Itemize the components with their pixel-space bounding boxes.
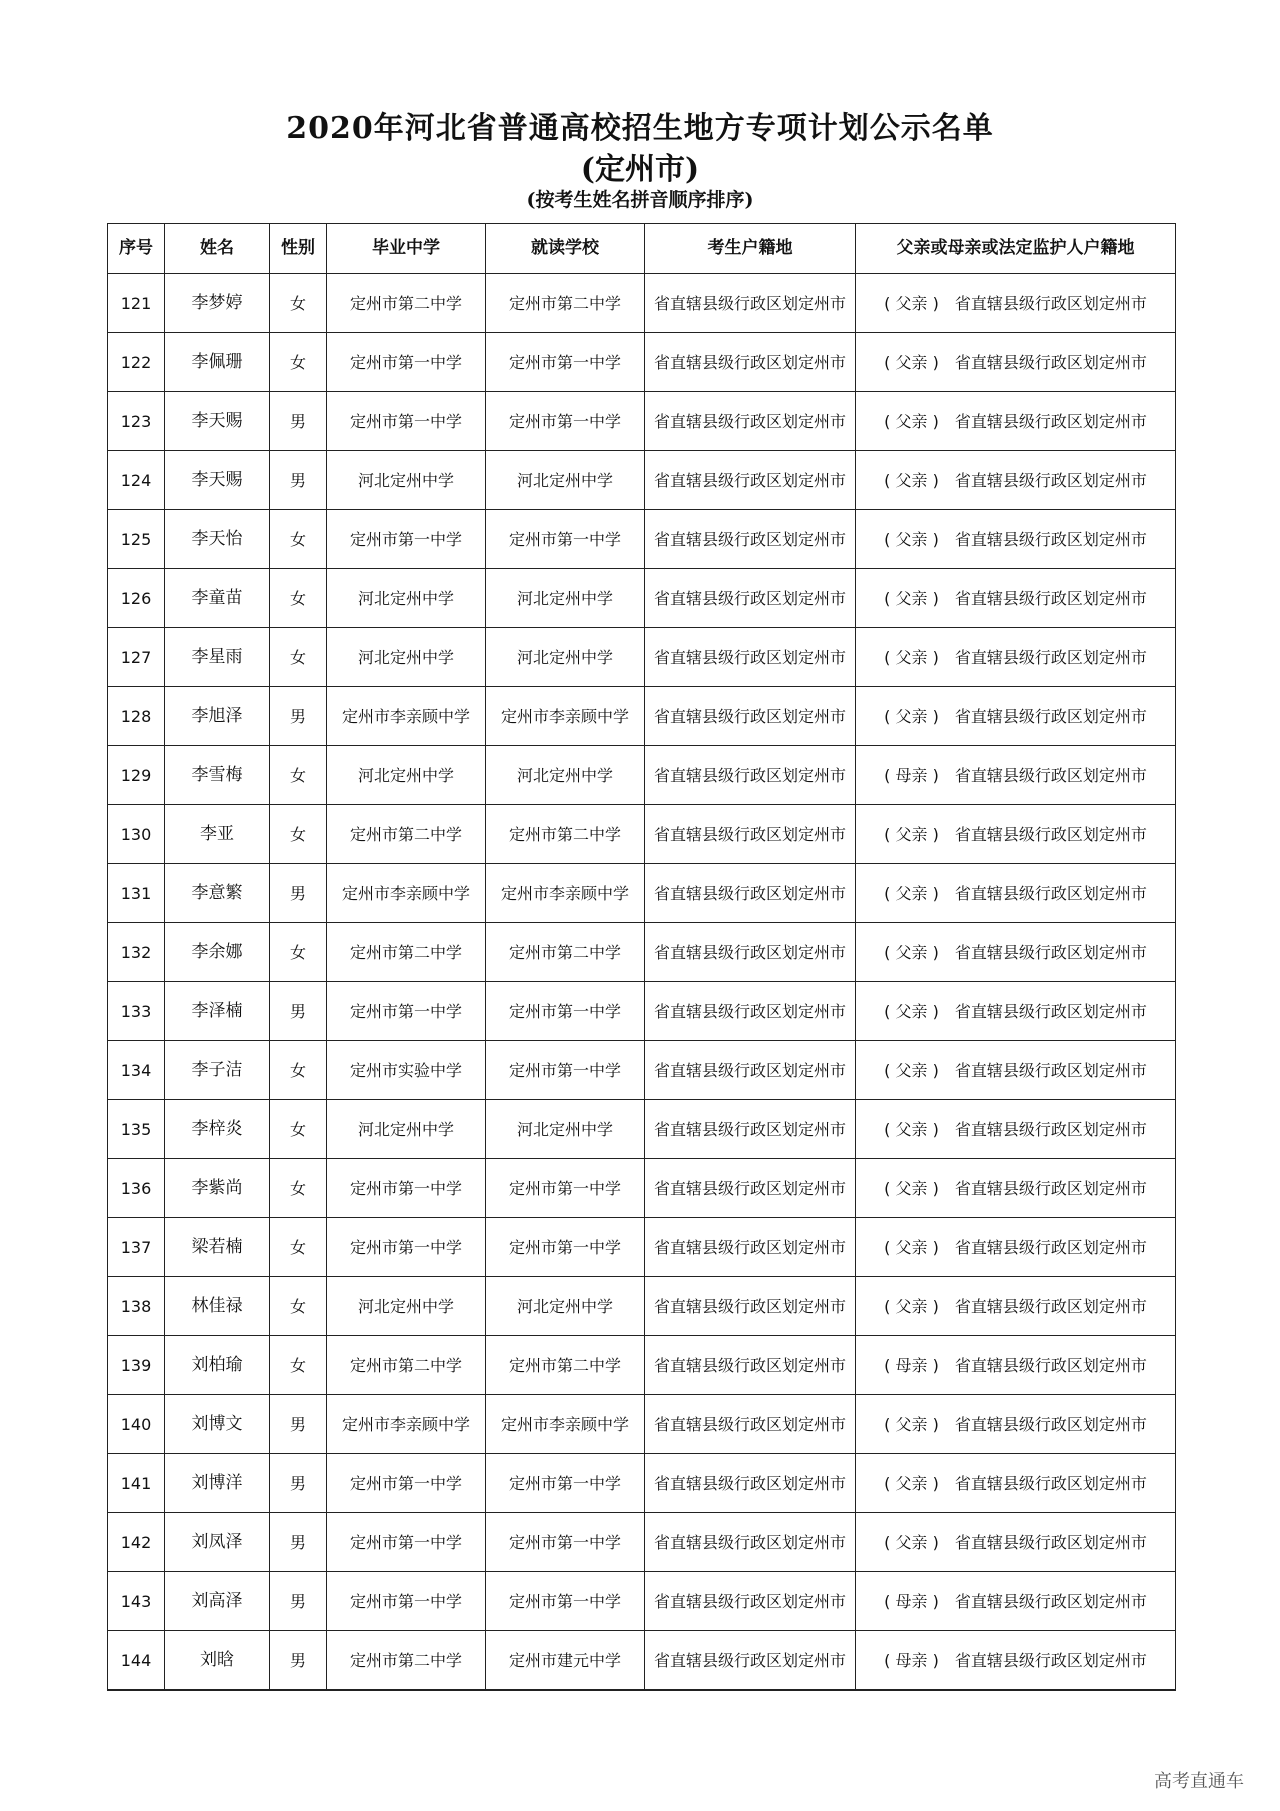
- cell-hukou: 省直辖县级行政区划定州市: [645, 274, 856, 333]
- cell-name: 李梦婷: [165, 274, 270, 333]
- guardian-relation: ( 母亲 ): [884, 765, 939, 785]
- guardian-hukou-text: 省直辖县级行政区划定州市: [954, 1237, 1147, 1257]
- cell-no: 129: [108, 746, 165, 805]
- cell-hukou: 省直辖县级行政区划定州市: [645, 1454, 856, 1513]
- cell-no: 130: [108, 805, 165, 864]
- cell-name: 李紫尚: [165, 1159, 270, 1218]
- col-header-grad-school: 毕业中学: [327, 224, 486, 274]
- cell-guardian-hukou: [856, 333, 1176, 392]
- cell-grad-school: 定州市第一中学: [327, 1218, 486, 1277]
- sort-note: (按考生姓名拼音顺序排序): [526, 189, 754, 211]
- cell-name: 李佩珊: [165, 333, 270, 392]
- cell-gender: 女: [270, 1159, 327, 1218]
- guardian-hukou-text: 省直辖县级行政区划定州市: [954, 293, 1147, 313]
- cell-study-school: 定州市第一中学: [486, 1513, 645, 1572]
- cell-no: 139: [108, 1336, 165, 1395]
- cell-guardian-hukou: [856, 569, 1176, 628]
- table-row: [108, 746, 1176, 805]
- cell-name: 李余娜: [165, 923, 270, 982]
- cell-no: 134: [108, 1041, 165, 1100]
- cell-gender: 女: [270, 1336, 327, 1395]
- cell-gender: 女: [270, 746, 327, 805]
- cell-gender: 女: [270, 510, 327, 569]
- guardian-hukou-text: 省直辖县级行政区划定州市: [954, 824, 1147, 844]
- table-row: [108, 1218, 1176, 1277]
- guardian-hukou-text: 省直辖县级行政区划定州市: [954, 1473, 1147, 1493]
- guardian-hukou-text: 省直辖县级行政区划定州市: [954, 765, 1147, 785]
- cell-gender: 男: [270, 1513, 327, 1572]
- guardian-relation: ( 父亲 ): [884, 647, 939, 667]
- cell-gender: 男: [270, 1572, 327, 1631]
- guardian-relation: ( 父亲 ): [884, 706, 939, 726]
- cell-gender: 男: [270, 1454, 327, 1513]
- cell-hukou: 省直辖县级行政区划定州市: [645, 569, 856, 628]
- cell-guardian-hukou: [856, 274, 1176, 333]
- cell-guardian-hukou: [856, 1454, 1176, 1513]
- cell-grad-school: 定州市第一中学: [327, 392, 486, 451]
- roster-table: [107, 223, 1176, 1691]
- cell-hukou: 省直辖县级行政区划定州市: [645, 1041, 856, 1100]
- cell-name: 李雪梅: [165, 746, 270, 805]
- cell-gender: 男: [270, 687, 327, 746]
- cell-name: 李天怡: [165, 510, 270, 569]
- cell-gender: 男: [270, 1631, 327, 1691]
- cell-gender: 女: [270, 1041, 327, 1100]
- table-row: [108, 864, 1176, 923]
- table-row: [108, 1572, 1176, 1631]
- cell-hukou: 省直辖县级行政区划定州市: [645, 687, 856, 746]
- cell-grad-school: 定州市实验中学: [327, 1041, 486, 1100]
- cell-gender: 女: [270, 333, 327, 392]
- cell-guardian-hukou: [856, 1336, 1176, 1395]
- cell-guardian-hukou: [856, 864, 1176, 923]
- table-row: [108, 569, 1176, 628]
- table-header-row: [108, 224, 1176, 274]
- cell-hukou: 省直辖县级行政区划定州市: [645, 451, 856, 510]
- table-row: [108, 1454, 1176, 1513]
- guardian-relation: ( 父亲 ): [884, 942, 939, 962]
- table-row: [108, 923, 1176, 982]
- table-row: [108, 1395, 1176, 1454]
- cell-grad-school: 定州市第二中学: [327, 1336, 486, 1395]
- cell-guardian-hukou: [856, 746, 1176, 805]
- cell-gender: 男: [270, 451, 327, 510]
- cell-guardian-hukou: [856, 1513, 1176, 1572]
- cell-study-school: 定州市建元中学: [486, 1631, 645, 1691]
- guardian-relation: ( 母亲 ): [884, 1355, 939, 1375]
- cell-study-school: 定州市李亲顾中学: [486, 1395, 645, 1454]
- guardian-relation: ( 父亲 ): [884, 824, 939, 844]
- cell-gender: 女: [270, 1277, 327, 1336]
- cell-grad-school: 定州市第一中学: [327, 1159, 486, 1218]
- cell-study-school: 定州市第一中学: [486, 1454, 645, 1513]
- cell-no: 123: [108, 392, 165, 451]
- cell-guardian-hukou: [856, 982, 1176, 1041]
- cell-no: 128: [108, 687, 165, 746]
- col-header-no: 序号: [108, 224, 165, 274]
- cell-guardian-hukou: [856, 628, 1176, 687]
- guardian-hukou-text: 省直辖县级行政区划定州市: [954, 1355, 1147, 1375]
- guardian-relation: ( 父亲 ): [884, 588, 939, 608]
- guardian-hukou-text: 省直辖县级行政区划定州市: [954, 1178, 1147, 1198]
- guardian-relation: ( 父亲 ): [884, 1119, 939, 1139]
- cell-name: 李意繁: [165, 864, 270, 923]
- page-subtitle: (定州市): [580, 152, 700, 187]
- cell-hukou: 省直辖县级行政区划定州市: [645, 982, 856, 1041]
- cell-gender: 女: [270, 1100, 327, 1159]
- cell-gender: 男: [270, 864, 327, 923]
- guardian-relation: ( 父亲 ): [884, 883, 939, 903]
- cell-grad-school: 定州市李亲顾中学: [327, 1395, 486, 1454]
- col-header-name: 姓名: [165, 224, 270, 274]
- guardian-relation: ( 父亲 ): [884, 1060, 939, 1080]
- cell-no: 142: [108, 1513, 165, 1572]
- cell-study-school: 定州市第二中学: [486, 805, 645, 864]
- cell-grad-school: 定州市第二中学: [327, 274, 486, 333]
- guardian-relation: ( 父亲 ): [884, 293, 939, 313]
- cell-gender: 女: [270, 274, 327, 333]
- cell-grad-school: 定州市第一中学: [327, 333, 486, 392]
- cell-hukou: 省直辖县级行政区划定州市: [645, 1336, 856, 1395]
- cell-name: 刘凤泽: [165, 1513, 270, 1572]
- cell-study-school: 定州市第二中学: [486, 274, 645, 333]
- guardian-hukou-text: 省直辖县级行政区划定州市: [954, 352, 1147, 372]
- table-row: [108, 1159, 1176, 1218]
- col-header-gender: 性别: [270, 224, 327, 274]
- cell-grad-school: 河北定州中学: [327, 1277, 486, 1336]
- guardian-hukou-text: 省直辖县级行政区划定州市: [954, 1532, 1147, 1552]
- cell-guardian-hukou: [856, 805, 1176, 864]
- guardian-hukou-text: 省直辖县级行政区划定州市: [954, 529, 1147, 549]
- cell-grad-school: 河北定州中学: [327, 1100, 486, 1159]
- cell-no: 131: [108, 864, 165, 923]
- table-row: [108, 982, 1176, 1041]
- cell-guardian-hukou: [856, 1277, 1176, 1336]
- guardian-relation: ( 父亲 ): [884, 1532, 939, 1552]
- guardian-relation: ( 父亲 ): [884, 529, 939, 549]
- cell-grad-school: 河北定州中学: [327, 451, 486, 510]
- table-row: [108, 628, 1176, 687]
- cell-hukou: 省直辖县级行政区划定州市: [645, 1218, 856, 1277]
- cell-grad-school: 河北定州中学: [327, 569, 486, 628]
- guardian-hukou-text: 省直辖县级行政区划定州市: [954, 1650, 1147, 1670]
- cell-study-school: 河北定州中学: [486, 746, 645, 805]
- guardian-hukou-text: 省直辖县级行政区划定州市: [954, 470, 1147, 490]
- cell-name: 李子洁: [165, 1041, 270, 1100]
- cell-guardian-hukou: [856, 510, 1176, 569]
- cell-hukou: 省直辖县级行政区划定州市: [645, 1513, 856, 1572]
- guardian-hukou-text: 省直辖县级行政区划定州市: [954, 1119, 1147, 1139]
- cell-no: 140: [108, 1395, 165, 1454]
- cell-guardian-hukou: [856, 687, 1176, 746]
- guardian-relation: ( 父亲 ): [884, 1296, 939, 1316]
- cell-name: 李梓炎: [165, 1100, 270, 1159]
- cell-study-school: 定州市第一中学: [486, 333, 645, 392]
- cell-no: 132: [108, 923, 165, 982]
- cell-study-school: 定州市第二中学: [486, 1336, 645, 1395]
- cell-name: 李天赐: [165, 392, 270, 451]
- table-row: [108, 392, 1176, 451]
- cell-name: 李星雨: [165, 628, 270, 687]
- guardian-hukou-text: 省直辖县级行政区划定州市: [954, 706, 1147, 726]
- col-header-guardian-hukou: 父亲或母亲或法定监护人户籍地: [856, 224, 1176, 274]
- cell-hukou: 省直辖县级行政区划定州市: [645, 392, 856, 451]
- cell-hukou: 省直辖县级行政区划定州市: [645, 1277, 856, 1336]
- cell-no: 143: [108, 1572, 165, 1631]
- guardian-hukou-text: 省直辖县级行政区划定州市: [954, 1001, 1147, 1021]
- watermark: 高考直通车: [1154, 1771, 1244, 1792]
- cell-name: 刘博文: [165, 1395, 270, 1454]
- cell-grad-school: 定州市李亲顾中学: [327, 864, 486, 923]
- cell-study-school: 河北定州中学: [486, 1100, 645, 1159]
- cell-guardian-hukou: [856, 392, 1176, 451]
- cell-hukou: 省直辖县级行政区划定州市: [645, 1631, 856, 1691]
- cell-no: 137: [108, 1218, 165, 1277]
- cell-name: 刘晗: [165, 1631, 270, 1691]
- cell-grad-school: 定州市李亲顾中学: [327, 687, 486, 746]
- cell-grad-school: 定州市第一中学: [327, 1454, 486, 1513]
- cell-study-school: 河北定州中学: [486, 451, 645, 510]
- cell-gender: 男: [270, 1395, 327, 1454]
- cell-name: 李亚: [165, 805, 270, 864]
- cell-name: 林佳禄: [165, 1277, 270, 1336]
- cell-grad-school: 河北定州中学: [327, 746, 486, 805]
- cell-study-school: 定州市第一中学: [486, 982, 645, 1041]
- table-row: [108, 1277, 1176, 1336]
- cell-grad-school: 定州市第二中学: [327, 923, 486, 982]
- guardian-hukou-text: 省直辖县级行政区划定州市: [954, 1060, 1147, 1080]
- guardian-relation: ( 父亲 ): [884, 470, 939, 490]
- guardian-hukou-text: 省直辖县级行政区划定州市: [954, 588, 1147, 608]
- cell-study-school: 定州市李亲顾中学: [486, 687, 645, 746]
- cell-guardian-hukou: [856, 1395, 1176, 1454]
- guardian-relation: ( 母亲 ): [884, 1591, 939, 1611]
- cell-grad-school: 定州市第二中学: [327, 1631, 486, 1691]
- cell-no: 144: [108, 1631, 165, 1691]
- cell-hukou: 省直辖县级行政区划定州市: [645, 333, 856, 392]
- cell-study-school: 定州市第一中学: [486, 1572, 645, 1631]
- cell-hukou: 省直辖县级行政区划定州市: [645, 628, 856, 687]
- cell-guardian-hukou: [856, 1572, 1176, 1631]
- guardian-relation: ( 父亲 ): [884, 352, 939, 372]
- cell-no: 136: [108, 1159, 165, 1218]
- cell-hukou: 省直辖县级行政区划定州市: [645, 746, 856, 805]
- cell-guardian-hukou: [856, 1041, 1176, 1100]
- cell-hukou: 省直辖县级行政区划定州市: [645, 1100, 856, 1159]
- guardian-hukou-text: 省直辖县级行政区划定州市: [954, 647, 1147, 667]
- guardian-hukou-text: 省直辖县级行政区划定州市: [954, 1414, 1147, 1434]
- cell-no: 141: [108, 1454, 165, 1513]
- cell-no: 121: [108, 274, 165, 333]
- table-row: [108, 687, 1176, 746]
- table-row: [108, 510, 1176, 569]
- cell-study-school: 定州市第一中学: [486, 1041, 645, 1100]
- guardian-relation: ( 父亲 ): [884, 1178, 939, 1198]
- cell-gender: 男: [270, 982, 327, 1041]
- cell-no: 125: [108, 510, 165, 569]
- guardian-hukou-text: 省直辖县级行政区划定州市: [954, 1591, 1147, 1611]
- table-row: [108, 333, 1176, 392]
- cell-gender: 女: [270, 805, 327, 864]
- cell-name: 刘博洋: [165, 1454, 270, 1513]
- guardian-relation: ( 父亲 ): [884, 1001, 939, 1021]
- cell-name: 李泽楠: [165, 982, 270, 1041]
- cell-hukou: 省直辖县级行政区划定州市: [645, 1159, 856, 1218]
- cell-name: 李天赐: [165, 451, 270, 510]
- cell-no: 133: [108, 982, 165, 1041]
- guardian-relation: ( 父亲 ): [884, 1473, 939, 1493]
- cell-hukou: 省直辖县级行政区划定州市: [645, 805, 856, 864]
- cell-no: 138: [108, 1277, 165, 1336]
- cell-gender: 男: [270, 392, 327, 451]
- guardian-hukou-text: 省直辖县级行政区划定州市: [954, 411, 1147, 431]
- cell-grad-school: 河北定州中学: [327, 628, 486, 687]
- cell-guardian-hukou: [856, 1218, 1176, 1277]
- cell-guardian-hukou: [856, 1159, 1176, 1218]
- cell-grad-school: 定州市第二中学: [327, 805, 486, 864]
- cell-name: 李童苗: [165, 569, 270, 628]
- cell-name: 梁若楠: [165, 1218, 270, 1277]
- table-row: [108, 451, 1176, 510]
- cell-study-school: 定州市第一中学: [486, 1218, 645, 1277]
- cell-grad-school: 定州市第一中学: [327, 1572, 486, 1631]
- cell-name: 李旭泽: [165, 687, 270, 746]
- cell-study-school: 定州市李亲顾中学: [486, 864, 645, 923]
- guardian-relation: ( 父亲 ): [884, 1414, 939, 1434]
- cell-hukou: 省直辖县级行政区划定州市: [645, 864, 856, 923]
- cell-gender: 女: [270, 923, 327, 982]
- cell-no: 124: [108, 451, 165, 510]
- cell-guardian-hukou: [856, 1631, 1176, 1691]
- cell-hukou: 省直辖县级行政区划定州市: [645, 510, 856, 569]
- table-row: [108, 1513, 1176, 1572]
- col-header-study-school: 就读学校: [486, 224, 645, 274]
- cell-grad-school: 定州市第一中学: [327, 1513, 486, 1572]
- cell-hukou: 省直辖县级行政区划定州市: [645, 923, 856, 982]
- guardian-hukou-text: 省直辖县级行政区划定州市: [954, 942, 1147, 962]
- cell-no: 127: [108, 628, 165, 687]
- cell-hukou: 省直辖县级行政区划定州市: [645, 1572, 856, 1631]
- guardian-relation: ( 父亲 ): [884, 1237, 939, 1257]
- cell-name: 刘高泽: [165, 1572, 270, 1631]
- cell-grad-school: 定州市第一中学: [327, 982, 486, 1041]
- cell-guardian-hukou: [856, 923, 1176, 982]
- table-row: [108, 1631, 1176, 1691]
- guardian-relation: ( 母亲 ): [884, 1650, 939, 1670]
- guardian-relation: ( 父亲 ): [884, 411, 939, 431]
- cell-study-school: 河北定州中学: [486, 628, 645, 687]
- table-row: [108, 1100, 1176, 1159]
- cell-study-school: 定州市第一中学: [486, 392, 645, 451]
- cell-gender: 女: [270, 569, 327, 628]
- cell-no: 122: [108, 333, 165, 392]
- cell-hukou: 省直辖县级行政区划定州市: [645, 1395, 856, 1454]
- cell-guardian-hukou: [856, 1100, 1176, 1159]
- cell-gender: 女: [270, 628, 327, 687]
- page-title: 2020年河北省普通高校招生地方专项计划公示名单: [286, 111, 994, 146]
- cell-gender: 女: [270, 1218, 327, 1277]
- table-row: [108, 805, 1176, 864]
- cell-no: 126: [108, 569, 165, 628]
- cell-study-school: 河北定州中学: [486, 1277, 645, 1336]
- cell-study-school: 定州市第一中学: [486, 510, 645, 569]
- cell-no: 135: [108, 1100, 165, 1159]
- guardian-hukou-text: 省直辖县级行政区划定州市: [954, 1296, 1147, 1316]
- cell-guardian-hukou: [856, 451, 1176, 510]
- guardian-hukou-text: 省直辖县级行政区划定州市: [954, 883, 1147, 903]
- cell-study-school: 定州市第一中学: [486, 1159, 645, 1218]
- cell-study-school: 定州市第二中学: [486, 923, 645, 982]
- table-row: [108, 1336, 1176, 1395]
- table-row: [108, 1041, 1176, 1100]
- cell-name: 刘柏瑜: [165, 1336, 270, 1395]
- cell-grad-school: 定州市第一中学: [327, 510, 486, 569]
- table-row: [108, 274, 1176, 333]
- cell-study-school: 河北定州中学: [486, 569, 645, 628]
- col-header-hukou: 考生户籍地: [645, 224, 856, 274]
